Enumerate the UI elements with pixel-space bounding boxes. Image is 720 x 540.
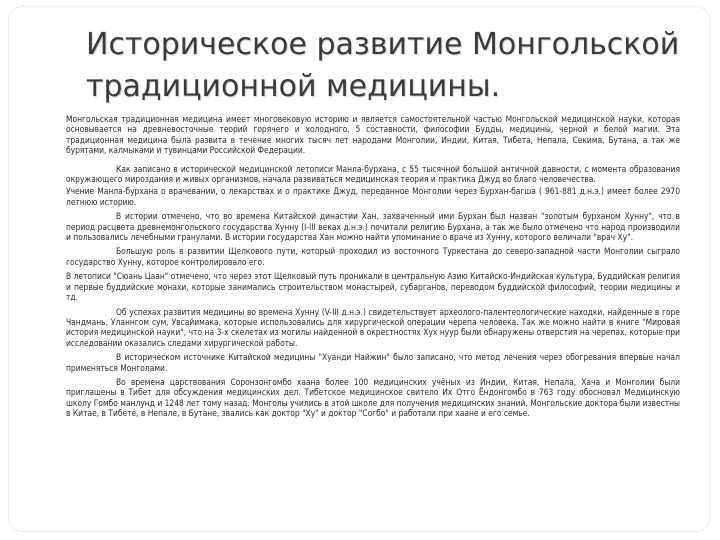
paragraph-text: В истории отмечено, что во времена Китайской династии Хан, захваченный ими Бурхан был назван "золотым бурханом Хунну", что в период расцвета древнемонгольского государства Хунну (I-III веках д.н.э.) почитали религию Бурхана, а так же было отмечено что народ производили и пользовались лечебными гранулами. В истории государства Хан можно найти упоминание о враче из Хунну, которого величали "врач Ху". bbox=[66, 211, 680, 243]
bullet-icon bbox=[20, 115, 30, 125]
bullet-icon bbox=[20, 378, 30, 388]
bullet-icon bbox=[20, 272, 30, 282]
slide-title bbox=[86, 24, 686, 108]
bullet-icon bbox=[20, 212, 30, 222]
bullet-icon bbox=[20, 308, 30, 318]
bullet-item bbox=[20, 114, 680, 156]
bullet-item bbox=[20, 211, 680, 242]
bullet-icon bbox=[20, 187, 30, 197]
paragraph-text: Учение Манла-бурхана о врачевании, о лекарствах и о практике Джуд, переданное Монголии через Бурхан-багша ( 961-881 д.н.э.) имеет более 2970 летнюю историю. bbox=[66, 186, 680, 207]
bullet-item bbox=[20, 352, 680, 373]
paragraph-text: Во времена царствования Соронзонгомбо хаана более 100 медицинских учёных из Индии, Китая, Непала, Хача и Монголии были приглашены в Тибет для обсуждения медицинских дел. Тибетское медицинское свитело Их Отго Ёндонгомбо в 763 году обосновал Медицинскую школу Гомбо манлунд и 1248 лет тому назад. Монголы учились в этой школе для получения медицинских знаний. Монгольские доктора были известны в Китае, в Тибете, в Непале, в Бутане, звались как доктор "Ху" и доктор "Согбо" и работали при хаане и его семье. bbox=[66, 376, 680, 419]
paragraph-text: В летописи "Сюань Цаан" отмечено, что через этот Щелковый путь проникали в центральную Азию Китайско-Индийская культура, Буддийская религия и первые буддийские монахи, которые занимались строительством монастырей, субарганов, переводом буддийской философий, теории медицины и тд. bbox=[66, 271, 680, 303]
bullet-item bbox=[20, 271, 680, 302]
paragraph-text: Об успехах развития медицины во времена Хунну (V-III д.н.э.) свидетельствует археолого-палентеологические находки, найденные в горе Чандмань, Уланнгом сум, Увсайимака, которые использовались для хирургической операции черепа человека. Так же можно найти в книге "Мировая история медицинской науки", что на 3-х скелетах из могилы найденной в окрестностях Хух нуур были обнаружены отверстия на черепах, которые при исследовании оказались следами хирургической работы. bbox=[66, 306, 680, 348]
bullet-list bbox=[20, 114, 680, 419]
bullet-item bbox=[20, 246, 680, 267]
bullet-item bbox=[20, 186, 680, 207]
paragraph-text: Как записано в исторической медицинской летописи Манла-бурхана, с 55 тысячной большой античной давности, с момента образования окружающего мироздания и живых организмов, начала развиваться медицинская теория и практика Джуд во благо человечества. bbox=[66, 163, 680, 185]
bullet-item bbox=[20, 164, 680, 185]
bullet-icon bbox=[20, 247, 30, 257]
paragraph-text: Монгольская традиционная медицина имеет многовековую историю и является самостоятельной частью Монгольской медицинской науки, которая основывается на древневосточные теорий горячего и холодного, 5 составности, философии Будды, медицины, черной и белой магии. Эта традиционная медицина была развита в течение многих тысяч лет народами Монголии, Индии, Китая, Тибета, Непала, Секима, Бутана, а так же бурятами, калмыками и тувинцами Российской Федерации. bbox=[66, 114, 680, 156]
paragraph-text: Большую роль в развитии Щелкового пути, который проходил из восточного Туркестана до северо-западной части Монголии сыграло государство Хунну, которое контролировало его. bbox=[66, 246, 680, 267]
title-line-1: Историческое развитие Монгольской bbox=[86, 27, 680, 62]
bullet-item bbox=[20, 377, 680, 419]
bullet-icon bbox=[20, 353, 30, 363]
bullet-icon bbox=[20, 165, 30, 175]
paragraph-text: В историческом источнике Китайской медицины "Хуанди Найжин" было записано, что метод лечения через обогревания впервые начал применяться Монголами. bbox=[66, 352, 680, 373]
bullet-item bbox=[20, 307, 680, 349]
title-line-2: традиционной медицины. bbox=[86, 69, 501, 104]
